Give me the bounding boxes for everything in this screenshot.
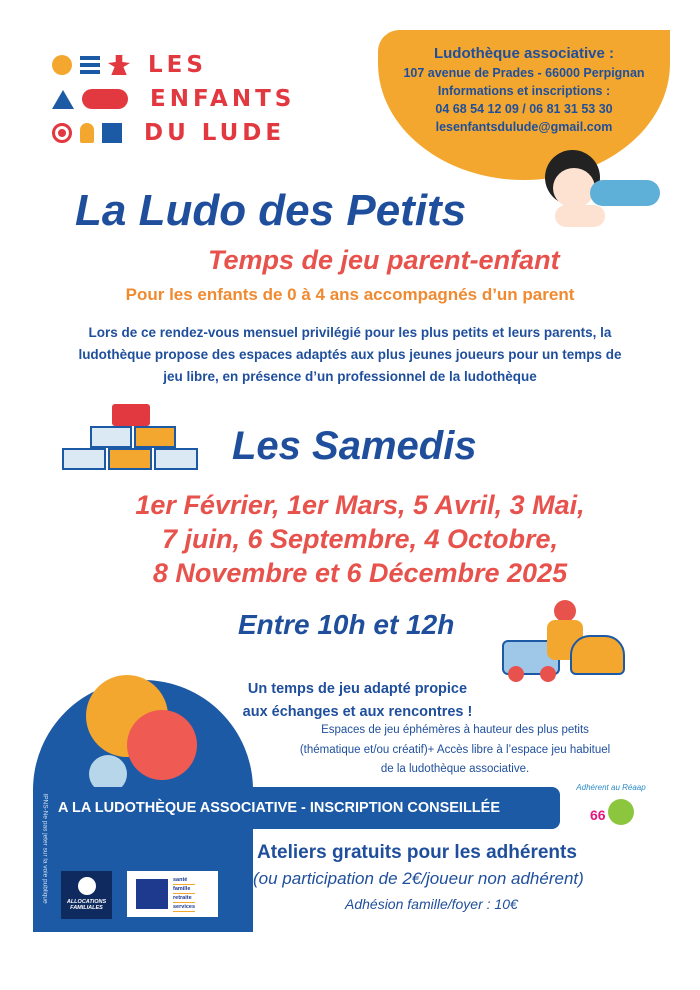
toys-illustration: [502, 600, 627, 685]
logo-line: ENFANTS: [150, 86, 296, 112]
building-blocks-illustration: [62, 404, 202, 470]
reaap-label: Adhérent au Réaap: [576, 783, 646, 792]
dates-line: 1er Février, 1er Mars, 5 Avril, 3 Mai,: [135, 490, 585, 520]
msa-line: services: [173, 904, 196, 910]
tagline: [230, 678, 485, 724]
circle-icon: [52, 55, 72, 75]
reaap-number: 66: [590, 807, 606, 823]
msa-line: santé: [173, 876, 195, 885]
hours: Entre 10h et 12h: [238, 609, 455, 640]
contact-address: 107 avenue de Prades - 66000 Perpignan: [403, 66, 645, 80]
membership: Adhésion famille/foyer : 10€: [345, 896, 518, 912]
lines-icon: [80, 56, 100, 74]
caf-logo: [61, 871, 112, 919]
audience: Pour les enfants de 0 à 4 ans accompagnés d’un parent: [125, 285, 575, 304]
description: [0, 322, 700, 388]
target-icon: [52, 123, 72, 143]
contact-heading: Ludothèque associative :: [433, 45, 615, 62]
fee: (ou participation de 2€/joueur non adhérent): [253, 869, 584, 888]
registration-banner: A LA LUDOTHÈQUE ASSOCIATIVE - INSCRIPTION CONSEILLÉE: [33, 787, 560, 829]
msa-logo: [127, 871, 218, 917]
description-line: jeu libre, en présence d’un professionnel de la ludothèque: [163, 369, 537, 384]
details-line: de la ludothèque associative.: [380, 763, 530, 775]
dates-line: 8 Novembre et 6 Décembre 2025: [152, 558, 568, 588]
logo-line: DU LUDE: [144, 120, 286, 146]
gamepad-icon: [82, 89, 128, 109]
contact-email: lesenfantsdulude@gmail.com: [435, 120, 613, 134]
triangle-icon: [52, 90, 74, 109]
msa-emblem-icon: [136, 879, 168, 909]
caf-emblem-icon: [78, 877, 96, 895]
child-illustration: [535, 150, 665, 245]
free-workshops: Ateliers gratuits pour les adhérents: [257, 842, 577, 863]
msa-line: retraite: [173, 894, 195, 903]
tagline-line: aux échanges et aux rencontres !: [242, 704, 473, 720]
pawn-icon: [80, 123, 94, 143]
caf-label: ALLOCATIONS FAMILIALES: [66, 899, 107, 911]
msa-line: famille: [173, 885, 195, 894]
tagline-line: Un temps de jeu adapté propice: [247, 681, 468, 697]
reaap-badge: [566, 783, 656, 847]
page-title: La Ludo des Petits: [75, 186, 467, 235]
logo-line: LES: [148, 52, 207, 78]
contact-phones: 04 68 54 12 09 / 06 81 31 53 30: [435, 102, 613, 116]
dice-icon: [102, 123, 122, 143]
details: [245, 721, 695, 780]
contact-info-label: Informations et inscriptions :: [437, 84, 611, 98]
details-line: (thématique et/ou créatif)+ Accès libre à l’espace jeu habituel: [299, 743, 611, 756]
ipns-note: IPNS-Ne pas jeter sur la voie publique: [41, 793, 49, 904]
red-ball: [127, 710, 197, 780]
flower-icon: [608, 799, 634, 825]
subtitle: Temps de jeu parent-enfant: [208, 245, 560, 275]
days-heading: Les Samedis: [232, 424, 477, 468]
dates: [0, 488, 700, 590]
description-line: Lors de ce rendez-vous mensuel privilégié pour les plus petits et leurs parents, la: [88, 325, 612, 340]
details-line: Espaces de jeu éphémères à hauteur des plus petits: [321, 724, 589, 736]
meeple-icon: [108, 55, 130, 75]
dates-line: 7 juin, 6 Septembre, 4 Octobre,: [161, 524, 559, 554]
description-line: ludothèque propose des espaces adaptés aux plus jeunes joueurs pour un temps de: [78, 347, 622, 362]
